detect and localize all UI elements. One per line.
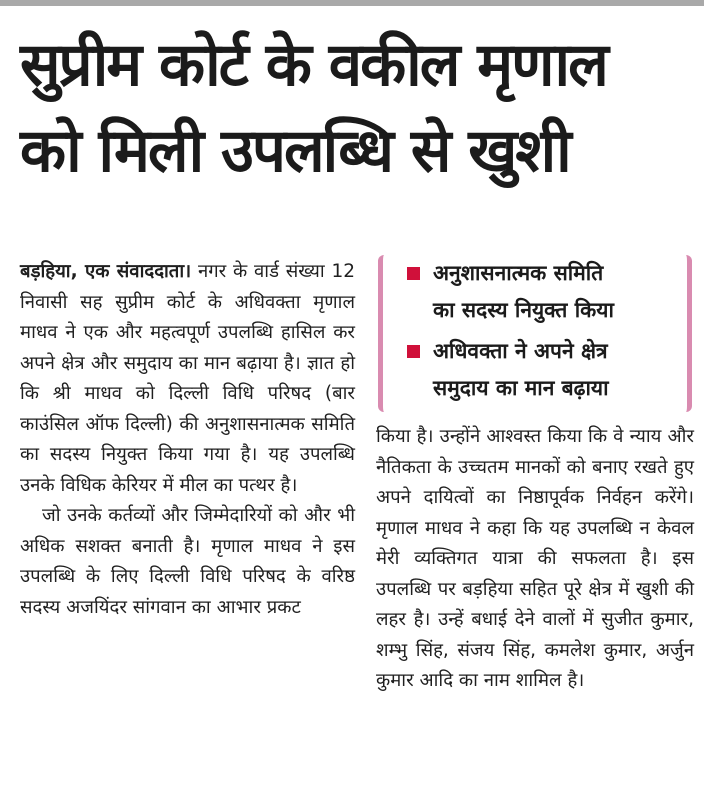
headline bbox=[20, 22, 690, 194]
article-column-right bbox=[376, 422, 694, 697]
highlight-line-2: का सदस्य नियुक्त किया bbox=[433, 298, 614, 322]
red-square-bullet-icon bbox=[407, 267, 420, 280]
highlight-line-1: अनुशासनात्मक समिति bbox=[433, 261, 604, 285]
dateline: बड़हिया, एक संवाददाता। bbox=[20, 261, 192, 282]
highlight-text bbox=[433, 333, 683, 407]
page-top-border bbox=[0, 0, 704, 6]
article-column-left bbox=[20, 257, 355, 623]
article-paragraph-1-text: नगर के वार्ड संख्या 12 निवासी सह सुप्रीम कोर्ट के अधिवक्ता मृणाल माधव ने एक और महत्वपूर्ण उपलब्धि हासिल कर अपने क्षेत्र और समुदाय का मान बढ़ाया है। ज्ञात हो कि श्री माधव को दिल्ली विधि परिषद (बार काउंसिल ऑफ दिल्ली) की अनुशासनात्मक समिति का सदस्य नियुक्त किया गया है। यह उपलब्धि उनके विधिक केरियर में मील का पत्थर है। bbox=[20, 261, 355, 496]
article-paragraph-1 bbox=[20, 257, 355, 501]
headline-line-1: सुप्रीम कोर्ट के वकील मृणाल bbox=[20, 30, 607, 100]
highlight-line-1: अधिवक्ता ने अपने क्षेत्र bbox=[433, 339, 608, 363]
article-paragraph-2: जो उनके कर्तव्यों और जिम्मेदारियों को और भी अधिक सशक्त बनाती है। मृणाल माधव ने इस उपलब्धि के लिए दिल्ली विधि परिषद के वरिष्ठ सदस्य अजयिंदर सांगवान का आभार प्रकट bbox=[20, 505, 355, 618]
article-paragraph-3: किया है। उन्होंने आश्वस्त किया कि वे न्याय और नैतिकता के उच्चतम मानकों को बनाए रखते हुए अपने दायित्वों का निष्ठापूर्वक निर्वहन करेंगे। मृणाल माधव ने कहा कि यह उपलब्धि न केवल मेरी व्यक्तिगत यात्रा की सफलता है। इस उपलब्धि पर बड़हिया सहित पूरे क्षेत्र में खुशी की लहर है। उन्हें बधाई देने वालों में सुजीत कुमार, शम्भु सिंह, संजय सिंह, कमलेश कुमार, अर्जुन कुमार आदि का नाम शामिल है। bbox=[376, 426, 694, 691]
highlight-line-2: समुदाय का मान बढ़ाया bbox=[433, 376, 609, 400]
red-square-bullet-icon bbox=[407, 345, 420, 358]
highlight-box bbox=[378, 255, 692, 412]
highlight-text bbox=[433, 255, 683, 329]
headline-line-2: को मिली उपलब्धि से खुशी bbox=[20, 116, 570, 186]
